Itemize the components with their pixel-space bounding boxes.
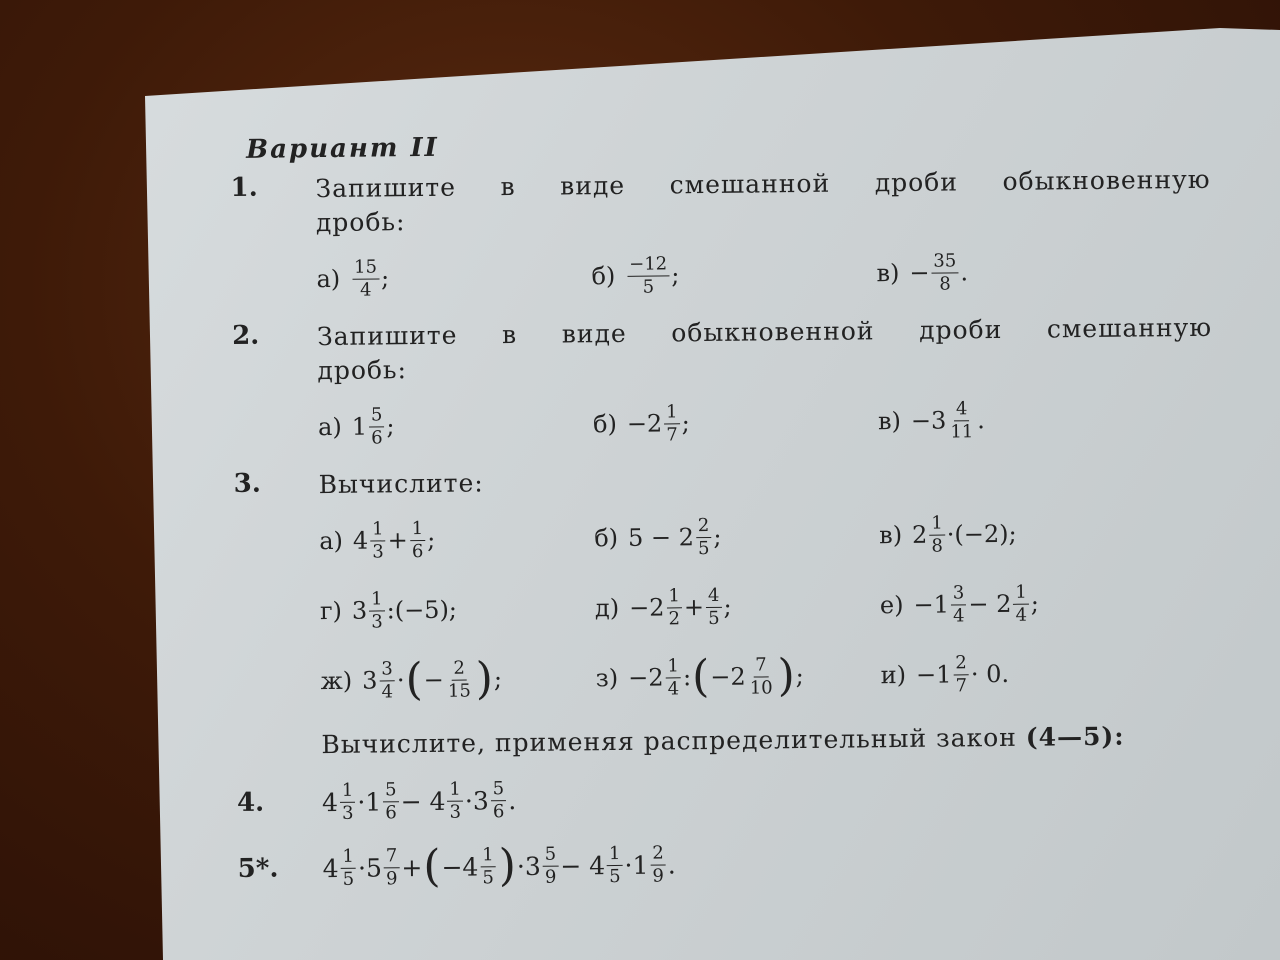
item-label: б): [594, 523, 619, 553]
numerator: 2: [650, 842, 666, 865]
expr-part: 5 − 2: [627, 523, 695, 552]
operator: +: [387, 526, 408, 555]
close-paren: ): [498, 840, 517, 892]
fraction: [410, 517, 426, 562]
denominator: 3: [449, 801, 462, 823]
sign: −: [423, 665, 444, 695]
task-item-b: [593, 390, 879, 455]
expr-part: − 4: [400, 786, 446, 816]
whole-part: −2: [628, 663, 664, 692]
fraction: [650, 842, 666, 887]
terminator: ;: [380, 264, 390, 293]
terminator: .: [508, 785, 517, 815]
task-number: 2.: [231, 320, 260, 351]
numerator: 2: [451, 657, 467, 680]
fraction: [447, 778, 463, 823]
task-expression: [322, 778, 517, 825]
whole-part: 3: [351, 596, 368, 625]
sign: −: [626, 409, 648, 438]
task-item-c: [879, 501, 1180, 566]
operator: +: [401, 852, 423, 882]
numerator: 1: [1013, 581, 1029, 604]
task-text: Вычислите:: [318, 468, 484, 500]
whole-part: 4: [321, 787, 339, 817]
expr-part: ·5: [357, 852, 383, 883]
terminator: ;: [1030, 589, 1040, 618]
fraction: [369, 404, 385, 449]
fraction: [696, 514, 712, 559]
numerator: 3: [379, 658, 395, 681]
denominator: 5: [342, 868, 355, 890]
denominator: 4: [1015, 604, 1028, 626]
fraction: [491, 778, 507, 823]
numerator: 1: [447, 778, 463, 801]
terminator: ;: [795, 662, 804, 691]
fraction: [446, 657, 473, 702]
denominator: 9: [544, 866, 557, 888]
task-text: Запишите в виде смешанной дроби обыкновенную дробь:: [315, 164, 1211, 238]
numerator: 2: [696, 514, 712, 537]
sign: −: [909, 258, 930, 287]
item-label: з): [595, 663, 619, 693]
whole-part: 4: [322, 853, 339, 883]
expr-part: − 2: [968, 589, 1012, 619]
fraction: [627, 253, 669, 298]
whole-part: −2: [710, 662, 746, 691]
task-item-c: [878, 387, 1179, 452]
terminator: ;: [723, 592, 732, 621]
task-item-b: [591, 242, 877, 307]
fraction: [1013, 581, 1029, 626]
close-paren: ): [475, 653, 494, 705]
fraction: [929, 512, 945, 557]
numerator: 1: [369, 588, 385, 611]
fraction: [665, 655, 681, 700]
whole-part: 2: [646, 409, 663, 438]
terminator: ;: [493, 665, 503, 694]
denominator: 7: [666, 423, 678, 445]
task-5: [237, 826, 1218, 902]
expr-part: ·1: [357, 786, 382, 817]
task-1: [230, 163, 1211, 311]
open-paren: (: [405, 654, 423, 706]
whole-part: −1: [915, 660, 952, 689]
task-number: 1.: [230, 172, 258, 203]
denominator: 8: [939, 272, 951, 295]
whole-part: 3: [362, 666, 378, 695]
terminator: ;: [427, 525, 436, 554]
numerator: 7: [753, 654, 769, 677]
section-header: [321, 721, 1216, 759]
numerator: 2: [953, 652, 969, 675]
expr-part: :(−5);: [386, 595, 458, 625]
task-item-zh: [320, 647, 596, 712]
expr-part: ·3: [464, 785, 489, 816]
task-items: [319, 501, 1216, 712]
fraction: [340, 845, 356, 890]
expr-part: ·1: [624, 850, 649, 880]
numerator: 3: [951, 582, 967, 605]
item-label: е): [879, 590, 904, 620]
denominator: 5: [642, 276, 655, 298]
fraction: [369, 588, 385, 633]
whole-part: 3: [930, 406, 947, 435]
fraction: [747, 654, 774, 699]
denominator: 5: [482, 866, 495, 888]
denominator: 4: [952, 604, 965, 626]
numerator: 35: [931, 250, 958, 273]
fraction: [951, 582, 967, 627]
terminator: .: [960, 258, 969, 287]
denominator: 8: [931, 535, 944, 557]
whole-part: −1: [913, 590, 950, 619]
item-label: д): [594, 593, 620, 623]
operator: +: [683, 593, 705, 622]
expr-part: · 0.: [970, 659, 1010, 689]
task-item-e: [880, 571, 1181, 636]
task-item-a: [316, 245, 592, 310]
denominator: 5: [697, 537, 710, 559]
whole-part: −2: [628, 593, 665, 622]
task-number: 4.: [236, 787, 265, 818]
task-item-z: [595, 644, 881, 709]
denominator: 6: [371, 426, 383, 449]
task-text: Запишите в виде обыкновенной дроби смешанную дробь:: [316, 312, 1213, 386]
worksheet: [230, 125, 1218, 902]
numerator: 1: [340, 845, 356, 868]
item-label: и): [880, 660, 907, 690]
fraction: [379, 658, 395, 703]
denominator: 9: [652, 864, 665, 887]
denominator: 11: [950, 420, 974, 442]
numerator: 1: [410, 517, 426, 540]
task-item-d: [595, 574, 881, 639]
item-label: ж): [320, 666, 353, 696]
numerator: 1: [370, 518, 386, 541]
task-item-a: [319, 507, 595, 572]
expr-part: ·3: [516, 851, 541, 881]
fraction: [384, 845, 400, 890]
denominator: 3: [372, 540, 384, 563]
item-label: в): [877, 406, 902, 436]
fraction: [664, 401, 680, 446]
task-item-i: [880, 641, 1181, 706]
section-header-range: (4—5):: [1025, 721, 1125, 752]
numerator: 1: [664, 401, 680, 424]
item-label: б): [591, 261, 616, 291]
numerator: 5: [491, 778, 507, 801]
item-label: а): [316, 264, 341, 294]
numerator: 5: [383, 779, 399, 802]
operator: ·: [396, 666, 405, 695]
denominator: 6: [385, 801, 397, 823]
whole-part: 4: [352, 526, 369, 555]
operator: :: [682, 663, 692, 692]
numerator: 7: [384, 845, 400, 868]
fraction: [607, 842, 623, 887]
denominator: 3: [371, 610, 383, 633]
terminator: .: [977, 406, 985, 435]
terminator: .: [667, 849, 676, 879]
fraction: [666, 585, 682, 630]
denominator: 15: [447, 680, 471, 702]
task-expression: [322, 842, 676, 891]
sign: −: [910, 406, 932, 435]
denominator: 3: [341, 802, 354, 824]
item-label: б): [592, 409, 618, 439]
variant-title: Вариант II: [245, 132, 439, 165]
numerator: 1: [665, 655, 681, 678]
task-items: [318, 387, 1214, 458]
terminator: ;: [713, 522, 722, 551]
section-header-text: Вычислите, применяя распределительный закон: [321, 722, 1018, 760]
numerator: 4: [954, 398, 970, 421]
fraction: [370, 518, 386, 563]
fraction: [953, 652, 969, 697]
close-paren: ): [777, 650, 795, 702]
whole-part: 1: [351, 412, 368, 441]
task-item-c: [876, 239, 1177, 304]
fraction: [383, 779, 399, 824]
denominator: 4: [359, 279, 372, 301]
task-4: [237, 760, 1218, 836]
denominator: 10: [749, 676, 773, 699]
fraction: [931, 250, 958, 295]
numerator: 5: [543, 843, 559, 866]
fraction: [352, 256, 379, 301]
numerator: 1: [666, 585, 682, 608]
numerator: −12: [627, 253, 669, 276]
task-number: 5*.: [237, 853, 279, 884]
task-number: 3.: [233, 468, 261, 499]
task-item-a: [318, 393, 594, 458]
fraction: [340, 779, 356, 824]
item-label: а): [319, 526, 344, 556]
item-label: г): [319, 596, 343, 626]
numerator: 1: [607, 842, 623, 865]
denominator: 9: [385, 867, 398, 889]
task-items: [316, 239, 1212, 310]
task-3: [233, 459, 1216, 713]
fraction: [948, 398, 975, 443]
numerator: 1: [929, 512, 945, 535]
item-label: в): [876, 258, 900, 288]
item-label: а): [317, 412, 342, 442]
denominator: 6: [411, 540, 424, 562]
denominator: 5: [609, 865, 621, 887]
task-2: [232, 311, 1213, 459]
numerator: 4: [706, 584, 722, 607]
fraction: [706, 584, 722, 629]
expr-part: ·(−2);: [946, 519, 1017, 549]
denominator: 4: [667, 677, 680, 699]
denominator: 7: [955, 674, 968, 696]
terminator: ;: [386, 412, 395, 441]
whole-part: 2: [911, 520, 928, 549]
numerator: 5: [369, 404, 385, 427]
denominator: 4: [381, 680, 394, 702]
item-label: в): [879, 520, 903, 550]
task-item-g: [320, 577, 596, 642]
fraction: [480, 844, 496, 889]
denominator: 2: [668, 607, 681, 629]
denominator: 5: [708, 607, 720, 629]
expr-part: − 4: [560, 850, 606, 881]
denominator: 6: [492, 800, 505, 822]
numerator: 1: [480, 844, 496, 867]
open-paren: (: [691, 651, 710, 703]
terminator: ;: [681, 409, 690, 438]
task-item-b: [594, 504, 880, 569]
whole-part: −4: [441, 851, 479, 882]
numerator: 1: [340, 779, 356, 802]
fraction: [543, 843, 559, 888]
terminator: ;: [671, 261, 680, 290]
numerator: 15: [352, 256, 379, 279]
open-paren: (: [423, 840, 441, 893]
